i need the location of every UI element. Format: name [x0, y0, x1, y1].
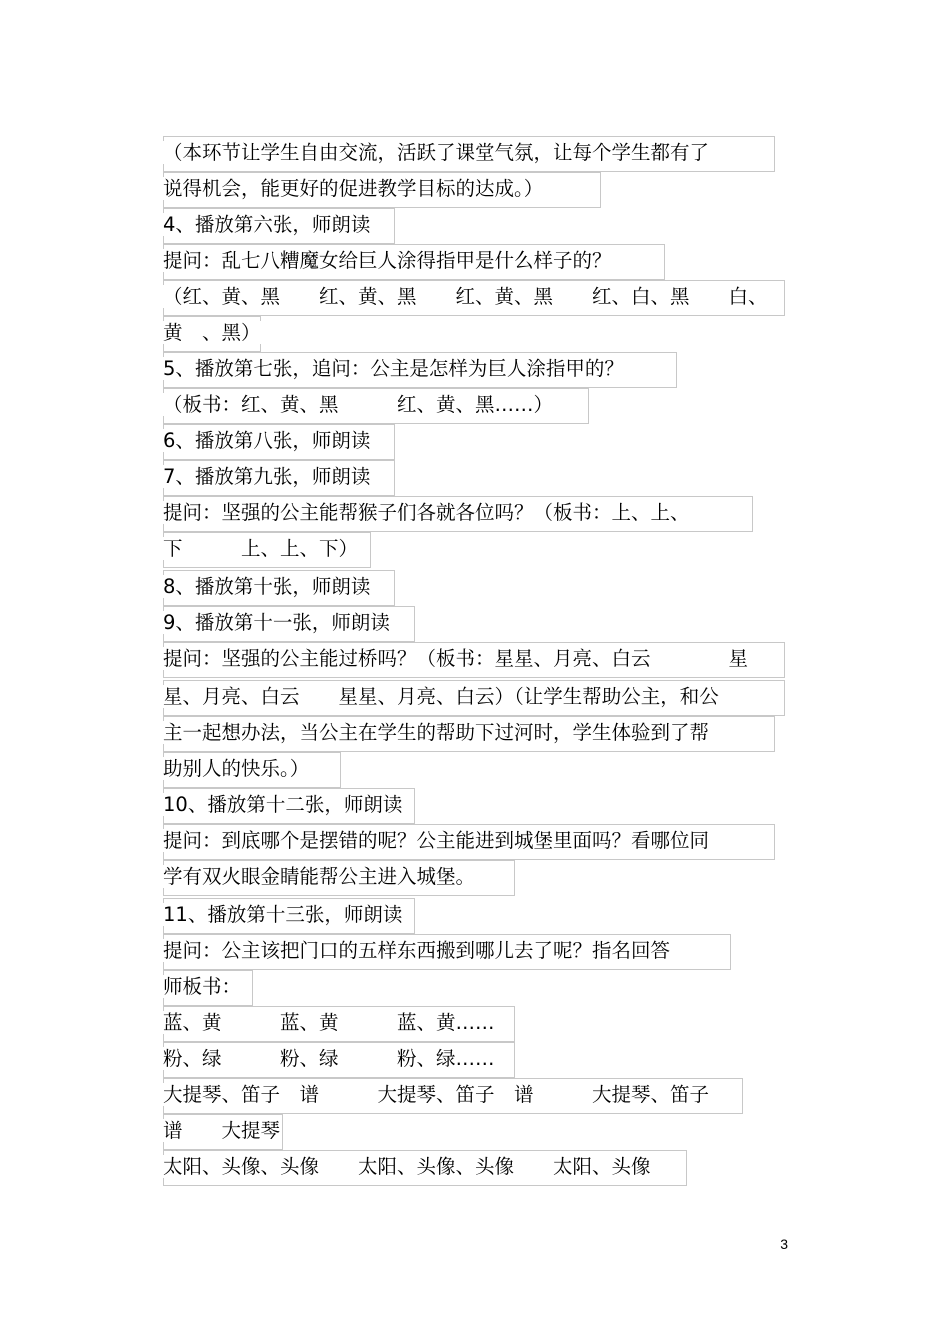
- text-line: 大提琴、笛子 谱 大提琴、笛子 谱 大提琴、笛子: [163, 1083, 710, 1106]
- text-line: 10、播放第十二张，师朗读: [163, 793, 403, 816]
- text-line: 7、播放第九张，师朗读: [163, 465, 371, 488]
- text-line: 助别人的快乐。）: [163, 757, 310, 780]
- text-line: 学有双火眼金睛能帮公主进入城堡。: [163, 865, 476, 888]
- text-line: 蓝、黄 蓝、黄 蓝、黄……: [163, 1011, 495, 1034]
- text-line: 粉、绿 粉、绿 粉、绿……: [163, 1047, 495, 1070]
- text-line: 4、播放第六张，师朗读: [163, 213, 371, 236]
- text-line: 提问：公主该把门口的五样东西搬到哪儿去了呢？指名回答: [163, 939, 671, 962]
- text-line: （红、黄、黑 红、黄、黑 红、黄、黑 红、白、黑 白、: [163, 285, 768, 308]
- text-line: （本环节让学生自由交流，活跃了课堂气氛，让每个学生都有了: [163, 141, 710, 164]
- text-line: 9、播放第十一张，师朗读: [163, 611, 390, 634]
- text-line: 说得机会，能更好的促进教学目标的达成。）: [163, 177, 544, 200]
- text-line: 8、播放第十张，师朗读: [163, 575, 371, 598]
- page-number: 3: [780, 1236, 788, 1252]
- text-line: 提问：乱七八糟魔女给巨人涂得指甲是什么样子的？: [163, 249, 612, 272]
- text-line: 6、播放第八张，师朗读: [163, 429, 371, 452]
- text-line: 黄 、黑）: [163, 321, 261, 344]
- text-line: 11、播放第十三张，师朗读: [163, 903, 403, 926]
- text-line: 提问：到底哪个是摆错的呢？公主能进到城堡里面吗？看哪位同: [163, 829, 710, 852]
- text-line: 主一起想办法，当公主在学生的帮助下过河时，学生体验到了帮: [163, 721, 710, 744]
- text-line: 谱 大提琴: [163, 1119, 281, 1142]
- text-line: 5、播放第七张，追问：公主是怎样为巨人涂指甲的？: [163, 357, 624, 380]
- text-line: （板书：红、黄、黑 红、黄、黑……）: [163, 393, 554, 416]
- text-line: 下 上、上、下）: [163, 537, 359, 560]
- text-line: 星、月亮、白云 星星、月亮、白云）（让学生帮助公主，和公: [163, 685, 719, 708]
- text-line: 提问：坚强的公主能帮猴子们各就各位吗？（板书：上、上、: [163, 501, 690, 524]
- text-line: 师板书：: [163, 975, 242, 998]
- text-line: 太阳、头像、头像 太阳、头像、头像 太阳、头像: [163, 1155, 651, 1178]
- text-line: 提问：坚强的公主能过桥吗？（板书：星星、月亮、白云 星: [163, 647, 749, 670]
